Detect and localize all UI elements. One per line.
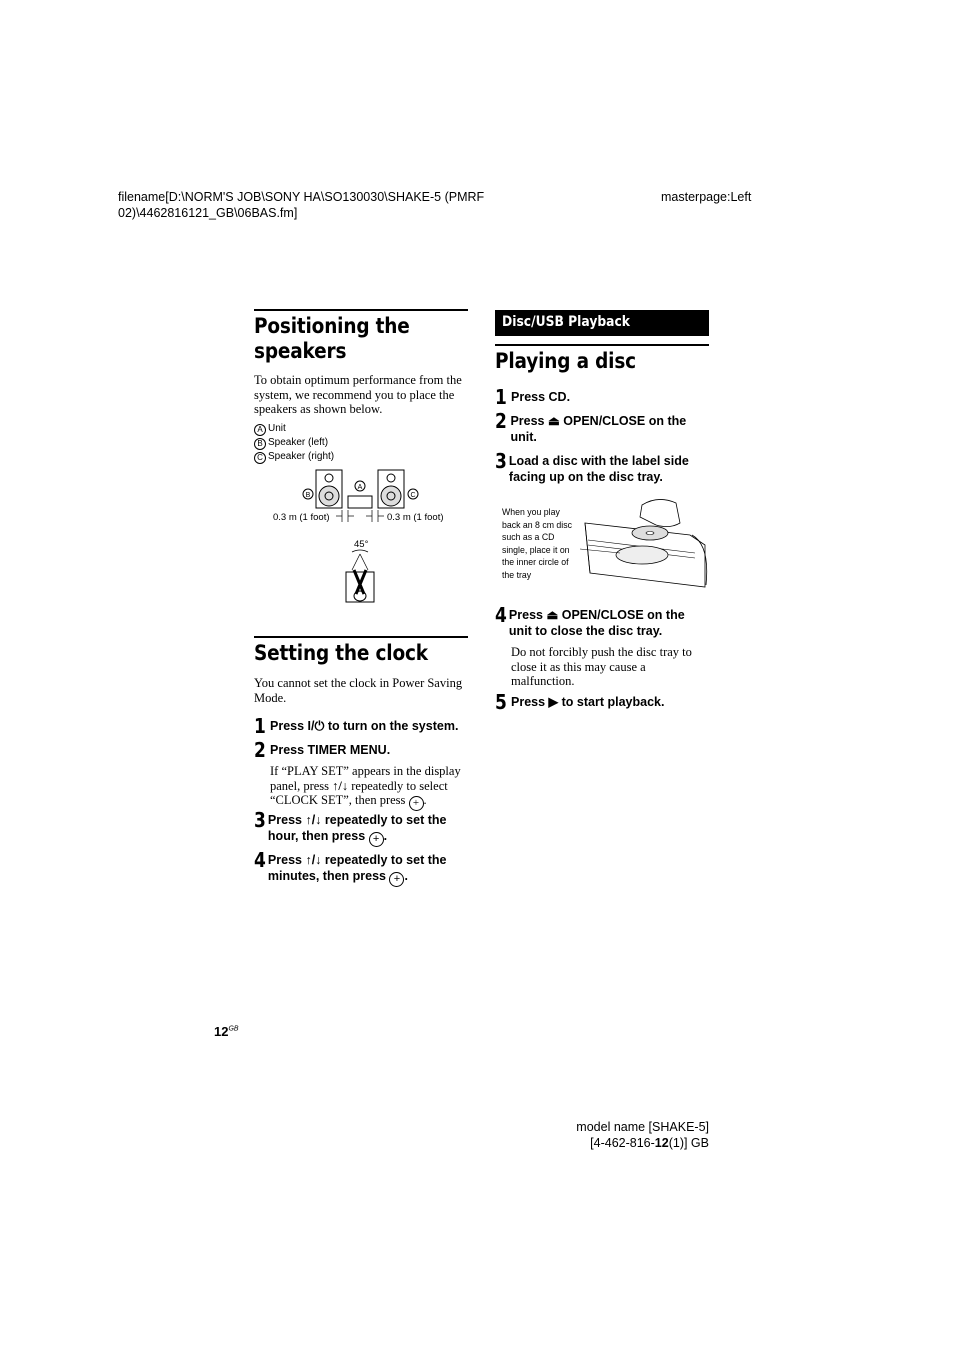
positioning-title	[254, 314, 410, 364]
step-text: Press CD.	[511, 390, 571, 404]
diagram-label-c: C	[410, 492, 416, 499]
clock-step-4	[254, 850, 470, 887]
diagram-label-b: B	[305, 492, 311, 499]
distance-right-label: 0.3 m (1 foot)	[387, 512, 444, 523]
legend-item	[254, 436, 454, 450]
step-text	[268, 850, 470, 887]
step-number: 3	[254, 808, 266, 832]
up-down-arrow-icon: ↑/↓	[305, 853, 322, 867]
power-icon: I/⏻	[307, 719, 325, 733]
section-band-label: Disc/USB Playback	[502, 314, 630, 330]
page-number-value: 12	[214, 1024, 229, 1039]
positioning-title-line1: Positioning the	[254, 314, 410, 338]
legend-mark: C	[254, 452, 266, 464]
eject-icon: ⏏	[546, 608, 559, 622]
model-name: model name [SHAKE-5]	[576, 1120, 709, 1134]
step-text	[268, 810, 470, 847]
model-code-pre: [4-462-816-	[590, 1136, 655, 1150]
legend-mark: A	[254, 424, 266, 436]
disc-step-4	[495, 605, 709, 639]
clock-step-1	[254, 716, 470, 736]
step-text	[270, 716, 458, 736]
step-number: 4	[254, 848, 266, 872]
step-number: 3	[495, 449, 507, 473]
section-rule	[254, 636, 468, 638]
step-number: 5	[495, 690, 507, 714]
step-text: Load a disc with the label side facing up on the disc tray.	[508, 454, 689, 484]
step-number: 2	[254, 738, 266, 762]
step-text-pre: Press	[510, 414, 548, 428]
step-text-pre: Press	[267, 853, 306, 867]
note-post: .	[423, 793, 427, 807]
hand-icon	[640, 499, 680, 526]
note-pre: If “PLAY SET” appears in the display panel, press	[270, 764, 461, 793]
step-text-post: OPEN/CLOSE on the unit to close the disc tray.	[508, 608, 685, 638]
step-text-pre: Press	[508, 608, 547, 622]
clock-intro: You cannot set the clock in Power Saving Mode.	[254, 676, 463, 705]
page-number	[214, 1024, 239, 1039]
legend-label: Speaker (right)	[268, 451, 335, 462]
disc-tray-illustration	[580, 495, 710, 595]
up-down-arrow-icon: ↑/↓	[332, 778, 349, 793]
section-band	[495, 310, 709, 336]
enter-plus-icon: +	[369, 832, 384, 847]
step-number: 1	[254, 714, 266, 738]
speaker-legend	[254, 422, 454, 464]
file-path-line1: filename[D:\NORM'S JOB\SONY HA\SO130030\SHAKE-5 (PMRF	[118, 190, 485, 204]
step-number: 4	[495, 603, 507, 627]
legend-mark: B	[254, 438, 266, 450]
step-text: Press TIMER MENU.	[270, 743, 391, 757]
step-text-post: OPEN/CLOSE on the unit.	[510, 414, 687, 444]
step-text-mid: repeatedly to set the hour, then press	[267, 813, 447, 843]
model-code-post: (1)] GB	[668, 1136, 709, 1150]
section-rule	[254, 309, 468, 311]
step-text-post: to turn on the system.	[324, 719, 459, 733]
clock-step-2-note	[270, 764, 468, 811]
note-mid: repeatedly to select “CLOCK SET”, then press	[270, 778, 448, 807]
unit-icon	[348, 496, 372, 508]
step-number: 2	[495, 409, 507, 433]
clock-step-2	[254, 740, 470, 760]
clock-step-3	[254, 810, 470, 847]
legend-item	[254, 450, 454, 464]
disc-step-2	[495, 411, 709, 445]
diagram-label-a: A	[357, 484, 363, 491]
page-number-suffix: GB	[228, 1025, 239, 1033]
step-text	[511, 692, 664, 712]
listener-icon	[346, 570, 374, 602]
step-text-post: .	[404, 869, 408, 883]
enter-plus-icon: +	[389, 872, 404, 887]
step-text-post: to start playback.	[558, 695, 665, 709]
playing-title: Playing a disc	[495, 349, 636, 373]
positioning-title-line2: speakers	[254, 339, 347, 363]
distance-left-label: 0.3 m (1 foot)	[273, 512, 330, 523]
model-code-bold: 12	[654, 1136, 669, 1150]
angle-label: 45°	[354, 539, 369, 550]
play-icon: ▶	[548, 695, 559, 709]
legend-label: Speaker (left)	[268, 437, 329, 448]
disc-note: When you play back an 8 cm disc such as a CD single, place it on the inner circle of the tray	[502, 507, 572, 581]
step-text	[509, 605, 709, 639]
step-text-post: .	[383, 829, 388, 843]
left-speaker-icon	[316, 470, 342, 508]
file-path	[118, 189, 538, 221]
clock-title: Setting the clock	[254, 641, 428, 665]
legend-label: Unit	[268, 423, 286, 434]
legend-item	[254, 422, 454, 436]
positioning-intro: To obtain optimum performance from the system, we recommend you to place the speakers as shown below.	[254, 373, 462, 416]
step-text-mid: repeatedly to set the minutes, then press	[267, 853, 447, 883]
up-down-arrow-icon: ↑/↓	[305, 813, 322, 827]
section-rule	[495, 344, 709, 346]
right-speaker-icon	[378, 470, 404, 508]
model-info	[560, 1119, 709, 1151]
step-text-pre: Press	[270, 719, 308, 733]
model-code	[560, 1135, 709, 1151]
eject-icon: ⏏	[547, 414, 560, 428]
step-text	[510, 411, 709, 445]
masterpage-label: masterpage:Left	[661, 190, 752, 204]
disc-step-3	[495, 451, 709, 485]
file-path-line2: 02)\4462816121_GB\06BAS.fm]	[118, 206, 298, 220]
disc-step-1	[495, 387, 709, 407]
disc-step-4-note: Do not forcibly push the disc tray to close it as this may cause a malfunction.	[511, 645, 692, 688]
disc-step-5	[495, 692, 709, 712]
step-text-pre: Press	[267, 813, 306, 827]
speaker-placement-diagram	[260, 466, 460, 608]
step-text-pre: Press	[511, 695, 549, 709]
step-number: 1	[495, 385, 507, 409]
enter-plus-icon: +	[409, 796, 424, 811]
